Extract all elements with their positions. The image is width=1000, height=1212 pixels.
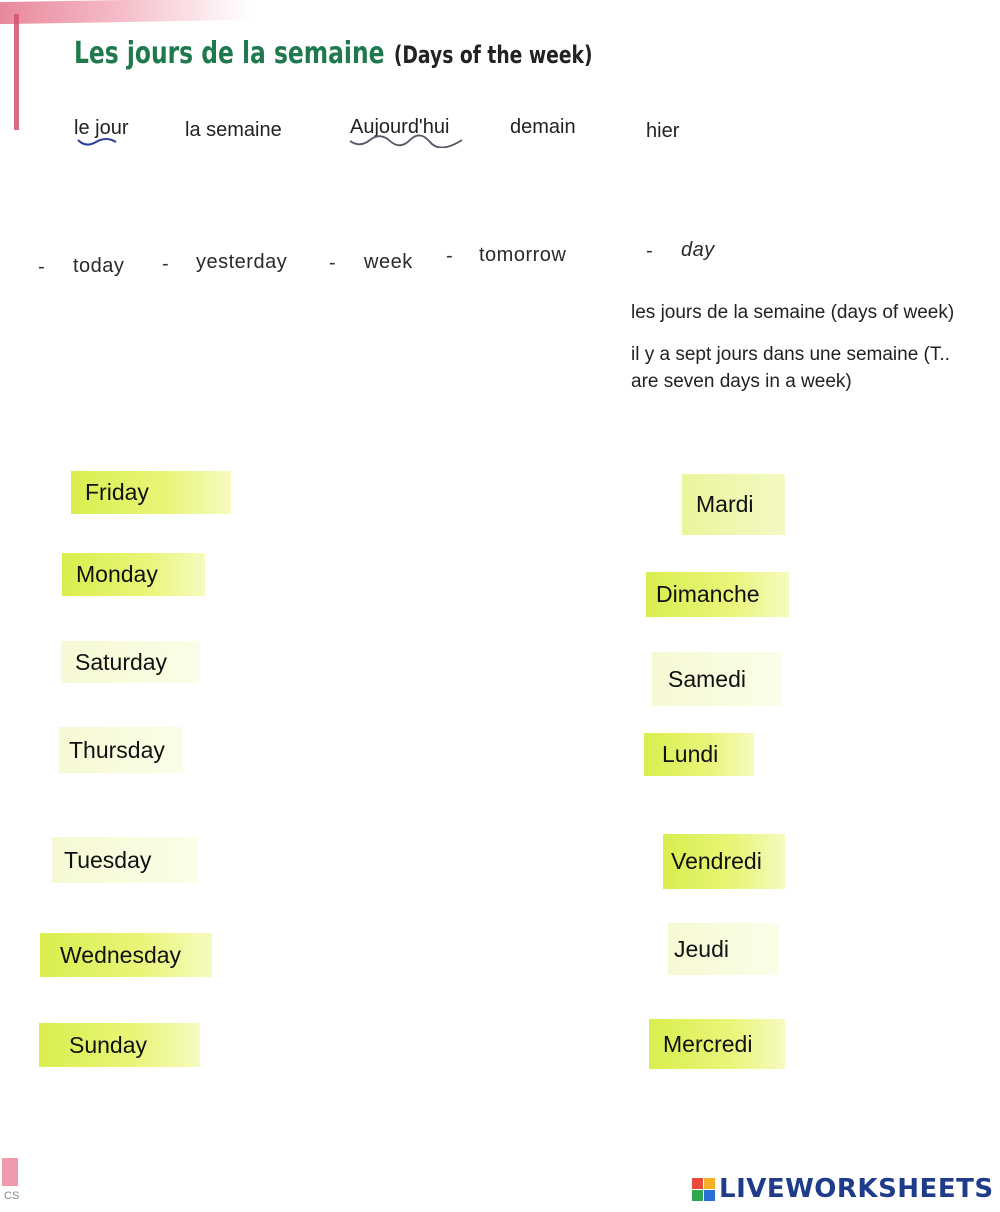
paper-edge-decoration [0,0,250,24]
dash-marker: - [646,240,653,262]
worksheet-title [74,36,593,71]
underline-squiggle [348,134,466,148]
english-day-card[interactable]: Monday [62,553,205,596]
english-day-card[interactable]: Tuesday [52,837,198,883]
dash-marker: - [446,245,453,267]
liveworksheets-brand: LIVEWORKSHEETS [719,1174,994,1204]
note-seven-days: il y a sept jours dans une semaine (T.. [631,344,950,365]
english-day-card[interactable]: Friday [71,471,231,514]
underline-squiggle [76,136,118,148]
dash-marker: - [329,252,336,274]
translation-yesterday: yesterday [196,251,288,273]
liveworksheets-logo [692,1174,994,1204]
translation-tomorrow: tomorrow [479,244,567,266]
paper-margin-mark-bottom [2,1158,18,1186]
vocab-word-la-semaine: la semaine [185,119,282,141]
english-day-card[interactable]: Thursday [59,727,183,773]
translation-today: today [73,255,125,277]
translation-week: week [364,251,413,273]
french-day-card[interactable]: Vendredi [663,834,785,889]
vocab-word-aujourdhui: Aujourd'hui [350,116,450,138]
scanner-mark: CS [4,1190,20,1202]
note-days-of-week: les jours de la semaine (days of week) [631,302,955,323]
french-day-card[interactable]: Dimanche [646,572,789,617]
note-seven-days-translation: are seven days in a week) [631,371,852,392]
french-day-card[interactable]: Mardi [682,474,785,535]
english-day-card[interactable]: Saturday [61,641,200,683]
vocab-word-hier: hier [646,120,680,142]
dash-marker: - [162,253,169,275]
title-english: (Days of the week) [393,41,593,69]
french-day-card[interactable]: Lundi [644,733,754,776]
paper-margin-mark [14,14,19,130]
english-day-card[interactable]: Sunday [39,1023,200,1067]
liveworksheets-logo-icon [692,1178,715,1201]
french-day-card[interactable]: Samedi [652,652,782,706]
english-day-card[interactable]: Wednesday [40,933,212,977]
dash-marker: - [38,256,45,278]
vocab-word-le-jour: le jour [74,117,129,139]
french-day-card[interactable]: Jeudi [668,923,779,975]
title-french: Les jours de la semaine [74,36,385,71]
translation-day: day [681,239,715,261]
vocab-word-demain: demain [510,116,576,138]
french-day-card[interactable]: Mercredi [649,1019,785,1069]
